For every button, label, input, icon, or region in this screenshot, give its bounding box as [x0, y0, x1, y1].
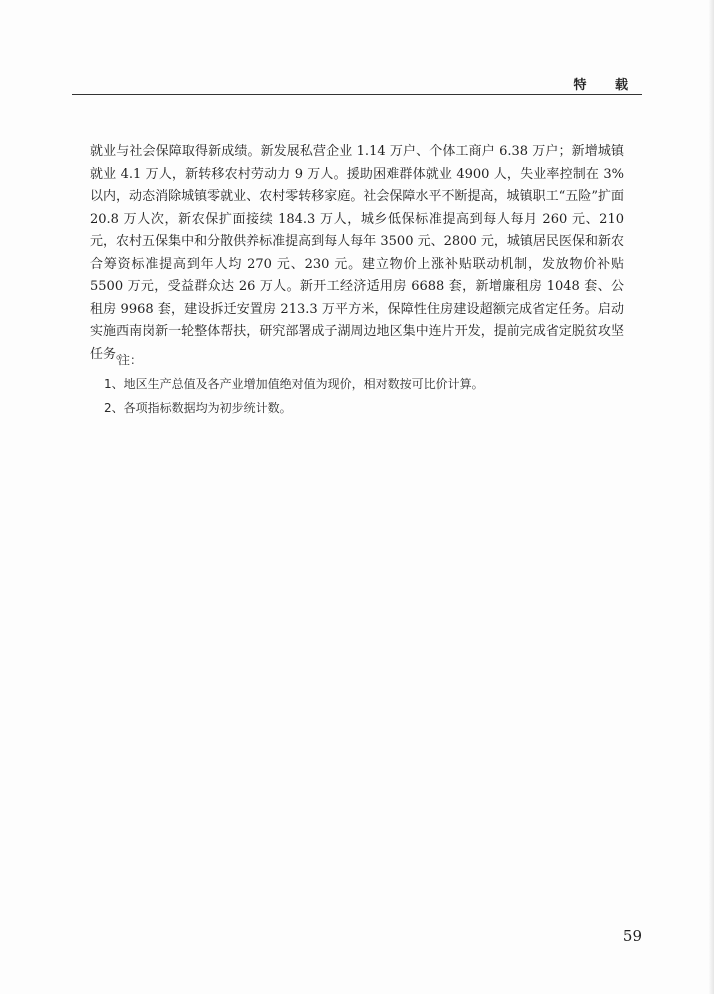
note-item-1: 1、地区生产总值及各产业增加值绝对值为现价，相对数按可比价计算。 — [104, 377, 484, 391]
section-title: 特 载 — [573, 78, 640, 93]
notes-section — [90, 348, 624, 420]
body-paragraph: 就业与社会保障取得新成绩。新发展私营企业 1.14 万户、个体工商户 6.38 万户；新增城镇就业 4.1 万人，新转移农村劳动力 9 万人。援助困难群体就业 4900 人，失业率控制在 3%以内，动态消除城镇零就业、农村零转移家庭。社会保障水平不断提高，城镇职工“五险”扩面 20.8 万人次，新农保扩面接续 184.3 万人，城乡低保标准提高到每人每月 260 元、210 元，农村五保集中和分散供养标准提高到每人每年 3500 元、2800 元，城镇居民医保和新农合筹资标准提高到年人均 270 元、230 元。建立物价上涨补贴联动机制，发放物价补贴 5500 万元，受益群众达 26 万人。新开工经济适用房 6688 套，新增廉租房 1048 套、公租房 9968 套，建设拆迁安置房 213.3 万平方米，保障性住房建设超额完成省定任务。启动实施西南岗新一轮整体帮扶，研究部署成子湖周边地区集中连片开发，提前完成省定脱贫攻坚任务。 — [90, 144, 624, 362]
header-rule — [72, 94, 642, 95]
note-item-2: 2、各项指标数据均为初步统计数。 — [104, 401, 292, 415]
page-number: 59 — [622, 927, 642, 945]
page-edge-shadow — [708, 0, 714, 994]
page-header — [72, 66, 642, 96]
notes-title: 注： — [118, 353, 143, 367]
